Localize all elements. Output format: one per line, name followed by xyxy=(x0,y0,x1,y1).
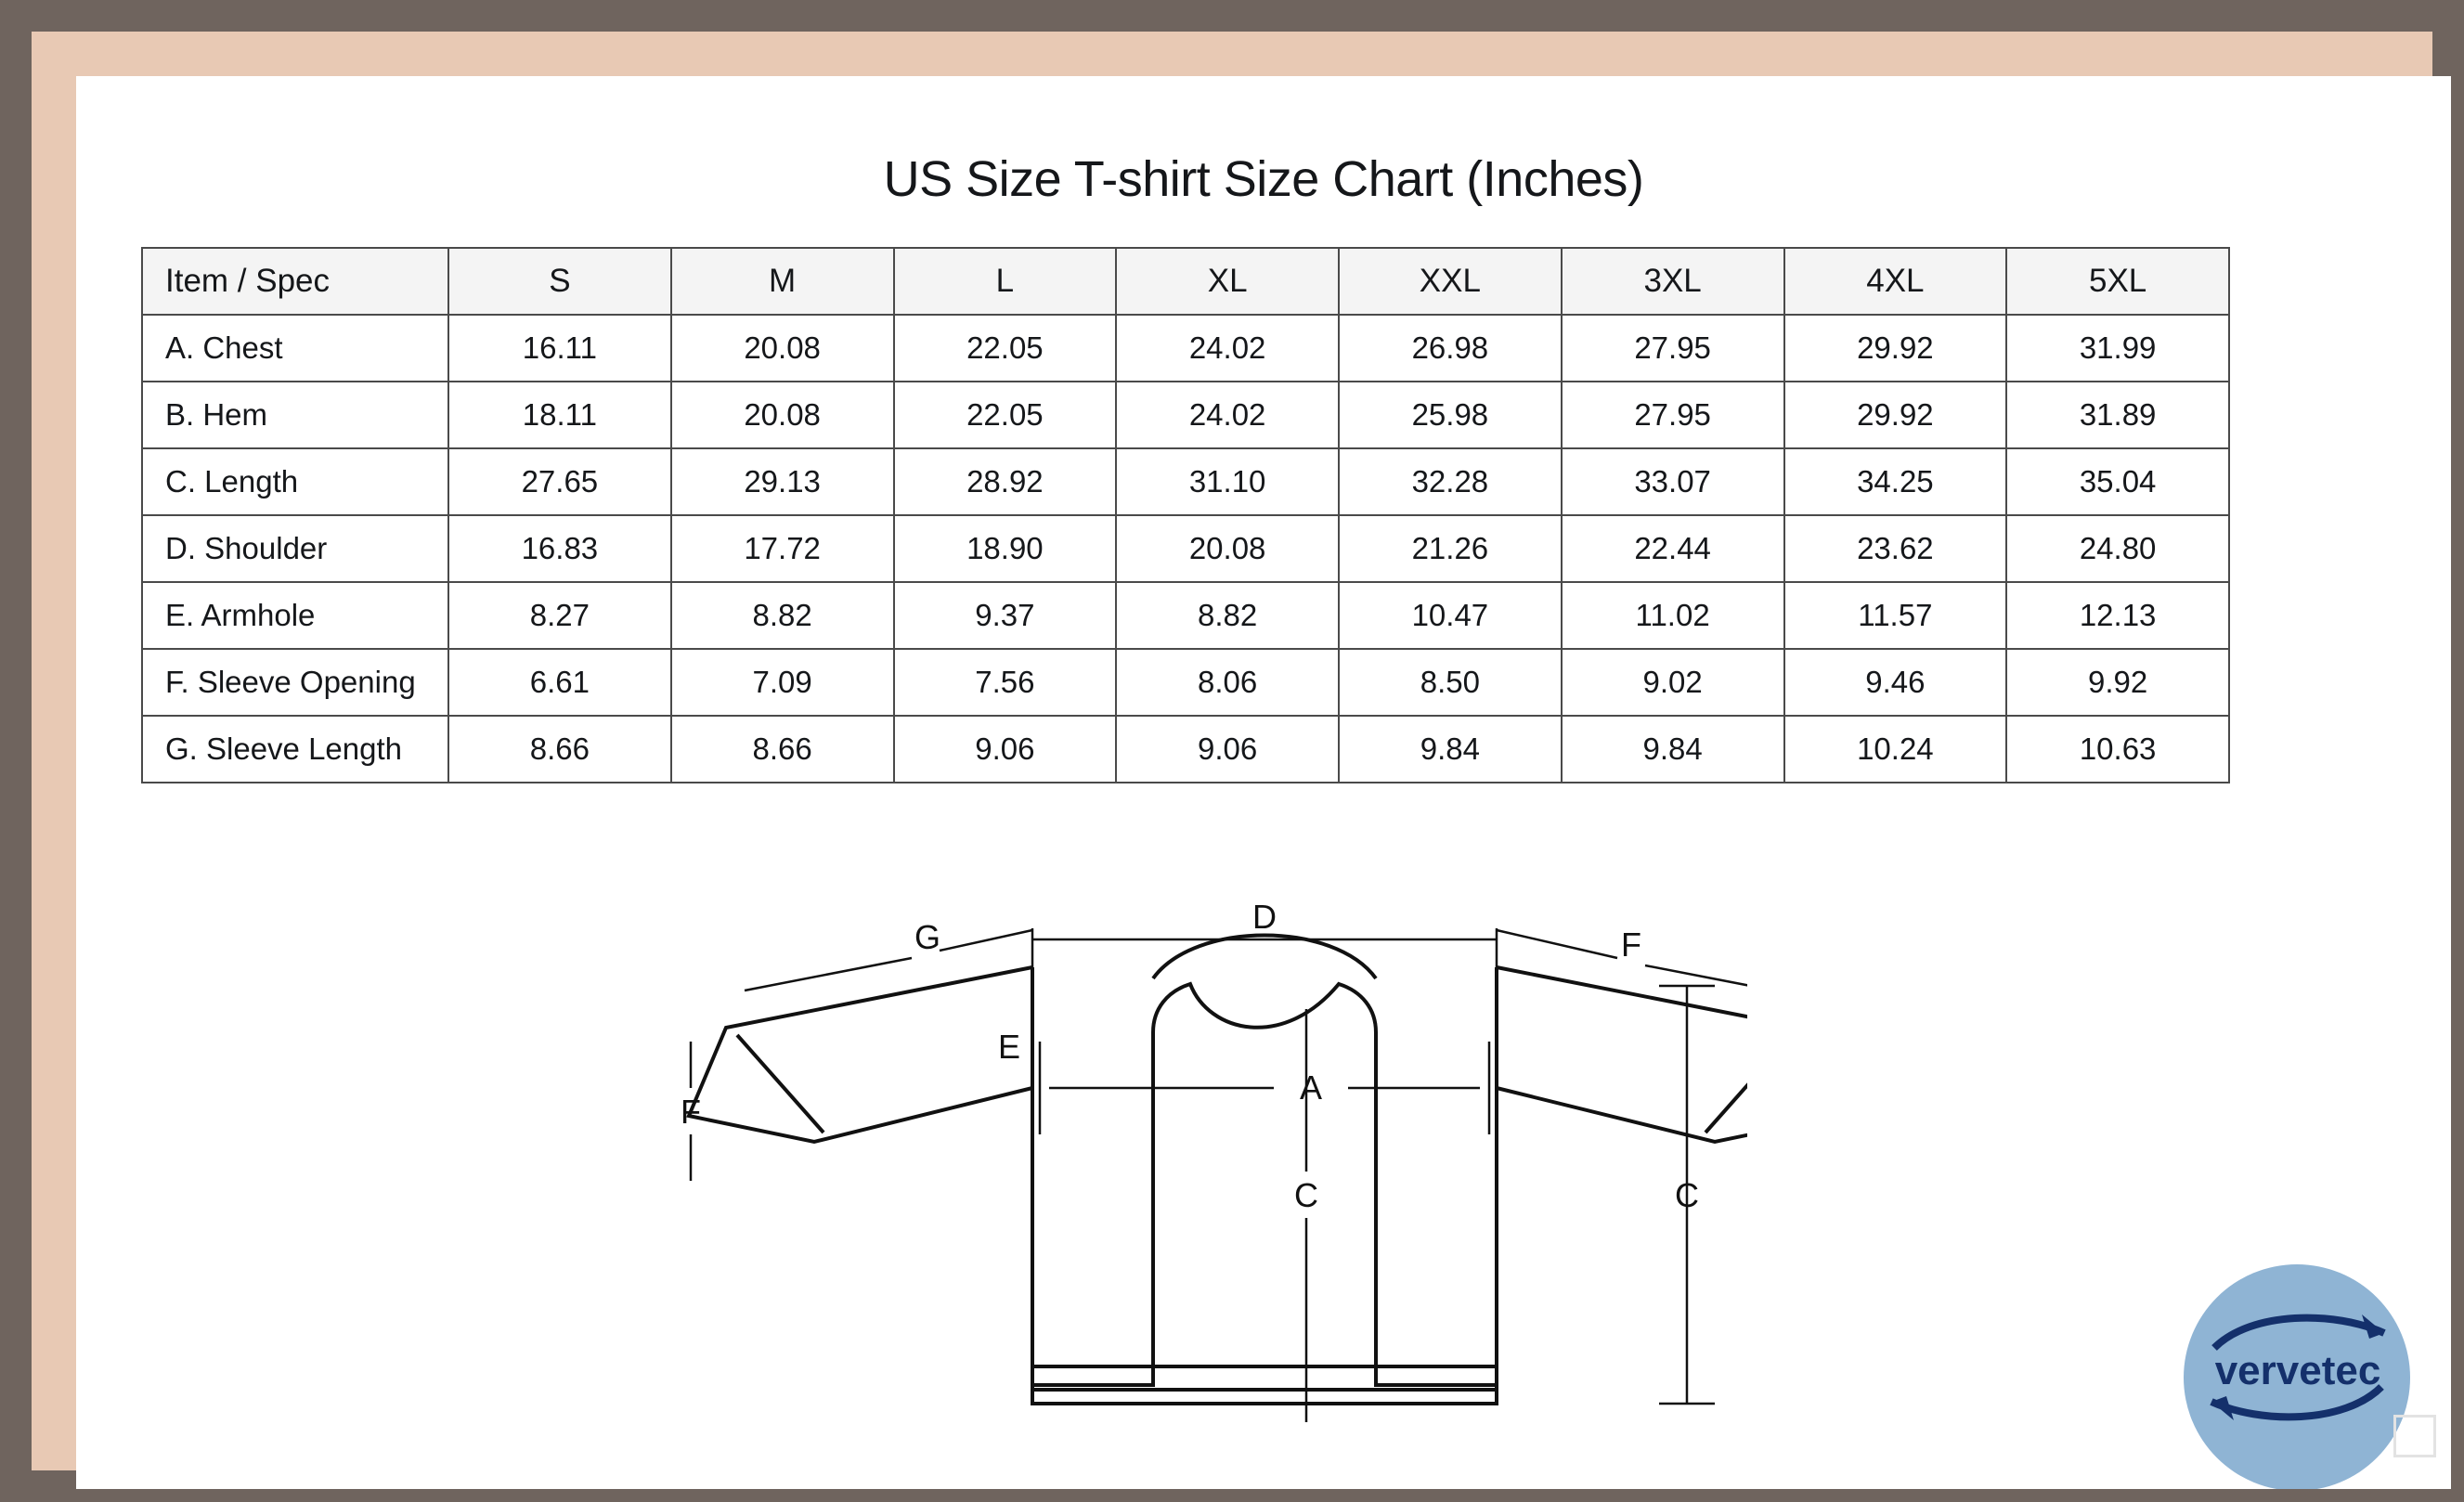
cell-armhole-5xl: 12.13 xyxy=(2006,582,2229,649)
table-row xyxy=(142,649,2229,716)
table-row xyxy=(142,582,2229,649)
brand-watermark xyxy=(2163,1229,2451,1489)
cell-sleeve-opening-xl: 8.06 xyxy=(1116,649,1339,716)
diagram-label-armhole: E xyxy=(997,1028,1021,1066)
cell-shoulder-xl: 20.08 xyxy=(1116,515,1339,582)
table-row xyxy=(142,382,2229,448)
cell-shoulder-s: 16.83 xyxy=(448,515,671,582)
cell-shoulder-5xl: 24.80 xyxy=(2006,515,2229,582)
diagram-label-length-center: C xyxy=(1294,1176,1318,1214)
size-chart-table xyxy=(141,247,2230,783)
cell-sleeve-length-l: 9.06 xyxy=(894,716,1117,783)
cell-hem-5xl: 31.89 xyxy=(2006,382,2229,448)
column-header-xl: XL xyxy=(1116,248,1339,315)
cell-chest-xxl: 26.98 xyxy=(1339,315,1562,382)
logo-text: vervetec xyxy=(2214,1348,2381,1393)
cell-chest-m: 20.08 xyxy=(671,315,894,382)
column-header-m: M xyxy=(671,248,894,315)
row-label-chest: A. Chest xyxy=(142,315,448,382)
cell-hem-xxl: 25.98 xyxy=(1339,382,1562,448)
cell-length-l: 28.92 xyxy=(894,448,1117,515)
column-header-item-spec: Item / Spec xyxy=(142,248,448,315)
cell-hem-4xl: 29.92 xyxy=(1784,382,2007,448)
cell-sleeve-opening-4xl: 9.46 xyxy=(1784,649,2007,716)
cell-length-xl: 31.10 xyxy=(1116,448,1339,515)
diagram-label-sleeve-opening: F xyxy=(681,1093,701,1131)
cell-armhole-m: 8.82 xyxy=(671,582,894,649)
column-header-5xl: 5XL xyxy=(2006,248,2229,315)
row-label-shoulder: D. Shoulder xyxy=(142,515,448,582)
cell-sleeve-length-4xl: 10.24 xyxy=(1784,716,2007,783)
cell-shoulder-4xl: 23.62 xyxy=(1784,515,2007,582)
cell-length-m: 29.13 xyxy=(671,448,894,515)
cell-sleeve-opening-m: 7.09 xyxy=(671,649,894,716)
cell-length-s: 27.65 xyxy=(448,448,671,515)
page-title: US Size T-shirt Size Chart (Inches) xyxy=(883,151,1644,207)
diagram-label-length-side: C xyxy=(1675,1176,1699,1214)
column-header-l: L xyxy=(894,248,1117,315)
cell-sleeve-opening-5xl: 9.92 xyxy=(2006,649,2229,716)
column-header-4xl: 4XL xyxy=(1784,248,2007,315)
cell-shoulder-l: 18.90 xyxy=(894,515,1117,582)
cell-length-3xl: 33.07 xyxy=(1562,448,1784,515)
cell-sleeve-opening-3xl: 9.02 xyxy=(1562,649,1784,716)
cell-chest-s: 16.11 xyxy=(448,315,671,382)
cell-armhole-l: 9.37 xyxy=(894,582,1117,649)
cell-chest-xl: 24.02 xyxy=(1116,315,1339,382)
diagram-label-sleeve-length-right: F xyxy=(1621,926,1641,964)
cell-hem-xl: 24.02 xyxy=(1116,382,1339,448)
table-row xyxy=(142,448,2229,515)
cell-chest-4xl: 29.92 xyxy=(1784,315,2007,382)
cell-sleeve-opening-s: 6.61 xyxy=(448,649,671,716)
poster-frame-inner-border xyxy=(32,32,2432,1470)
poster-canvas xyxy=(76,76,2451,1489)
cell-hem-3xl: 27.95 xyxy=(1562,382,1784,448)
cell-sleeve-length-m: 8.66 xyxy=(671,716,894,783)
cell-sleeve-length-xxl: 9.84 xyxy=(1339,716,1562,783)
cell-sleeve-length-s: 8.66 xyxy=(448,716,671,783)
cell-armhole-xl: 8.82 xyxy=(1116,582,1339,649)
cell-chest-5xl: 31.99 xyxy=(2006,315,2229,382)
cell-armhole-s: 8.27 xyxy=(448,582,671,649)
cell-shoulder-xxl: 21.26 xyxy=(1339,515,1562,582)
size-chart-table-wrapper xyxy=(141,247,2230,783)
t-shirt-measurement-diagram xyxy=(633,809,1747,1459)
diagram-label-shoulder: D xyxy=(1252,898,1277,936)
column-header-3xl: 3XL xyxy=(1562,248,1784,315)
cell-sleeve-length-xl: 9.06 xyxy=(1116,716,1339,783)
cell-length-5xl: 35.04 xyxy=(2006,448,2229,515)
cell-shoulder-m: 17.72 xyxy=(671,515,894,582)
cell-sleeve-opening-l: 7.56 xyxy=(894,649,1117,716)
diagram-label-sleeve-length-left: G xyxy=(914,918,941,956)
cell-chest-3xl: 27.95 xyxy=(1562,315,1784,382)
row-label-sleeve-opening: F. Sleeve Opening xyxy=(142,649,448,716)
cell-armhole-xxl: 10.47 xyxy=(1339,582,1562,649)
placeholder-icon xyxy=(2393,1415,2436,1457)
column-header-s: S xyxy=(448,248,671,315)
cell-length-4xl: 34.25 xyxy=(1784,448,2007,515)
cell-chest-l: 22.05 xyxy=(894,315,1117,382)
table-row xyxy=(142,315,2229,382)
row-label-sleeve-length: G. Sleeve Length xyxy=(142,716,448,783)
table-row xyxy=(142,515,2229,582)
cell-shoulder-3xl: 22.44 xyxy=(1562,515,1784,582)
table-header-row xyxy=(142,248,2229,315)
cell-sleeve-length-3xl: 9.84 xyxy=(1562,716,1784,783)
cell-armhole-4xl: 11.57 xyxy=(1784,582,2007,649)
cell-length-xxl: 32.28 xyxy=(1339,448,1562,515)
row-label-length: C. Length xyxy=(142,448,448,515)
cell-hem-l: 22.05 xyxy=(894,382,1117,448)
cell-sleeve-opening-xxl: 8.50 xyxy=(1339,649,1562,716)
row-label-hem: B. Hem xyxy=(142,382,448,448)
cell-hem-s: 18.11 xyxy=(448,382,671,448)
diagram-label-chest: A xyxy=(1299,1068,1323,1107)
cell-hem-m: 20.08 xyxy=(671,382,894,448)
column-header-xxl: XXL xyxy=(1339,248,1562,315)
table-row xyxy=(142,716,2229,783)
cell-sleeve-length-5xl: 10.63 xyxy=(2006,716,2229,783)
cell-armhole-3xl: 11.02 xyxy=(1562,582,1784,649)
row-label-armhole: E. Armhole xyxy=(142,582,448,649)
